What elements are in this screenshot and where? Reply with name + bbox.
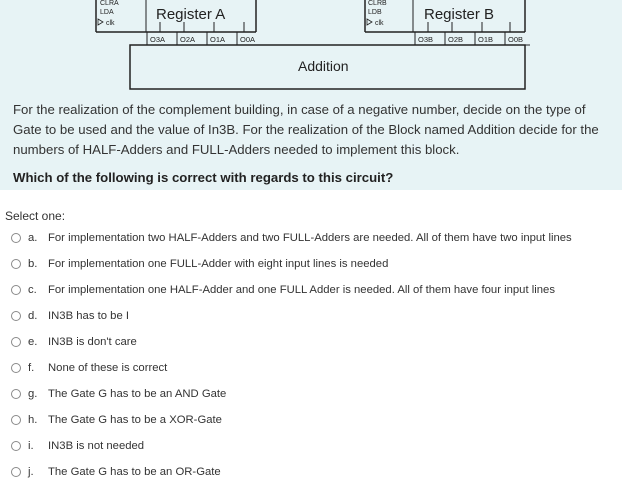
radio-button[interactable] bbox=[11, 285, 21, 295]
radio-button[interactable] bbox=[11, 363, 21, 373]
question-box bbox=[0, 0, 622, 190]
select-one-label: Select one: bbox=[5, 209, 66, 223]
answer-text[interactable]: None of these is correct bbox=[48, 362, 168, 374]
register-b-output: O0B bbox=[508, 35, 524, 44]
question-text: For the realization of the complement building, in case of a negative number, decide on the type of Gate to be used and the value of In3B. For the realization of the Block named Addition decide for the numbers of HALF-Adders and FULL-Adders needed to implement this block. bbox=[13, 102, 599, 157]
register-a-output: O3A bbox=[150, 35, 166, 44]
register-a-output: O2A bbox=[180, 35, 196, 44]
answer-text[interactable]: The Gate G has to be an AND Gate bbox=[48, 388, 227, 400]
answer-text[interactable]: IN3B has to be I bbox=[48, 310, 130, 322]
answer-text[interactable]: For implementation one FULL-Adder with eight input lines is needed bbox=[48, 258, 389, 270]
register-a-output: O1A bbox=[210, 35, 226, 44]
answer-text[interactable]: IN3B is not needed bbox=[48, 440, 145, 452]
answer-letter: f. bbox=[28, 362, 35, 374]
answer-letter: c. bbox=[28, 284, 37, 296]
answer-letter: j. bbox=[28, 466, 34, 478]
addition-block bbox=[130, 45, 525, 89]
register-a-output: O0A bbox=[240, 35, 256, 44]
register-b-control: clk bbox=[375, 20, 384, 27]
register-b-title: Register B bbox=[424, 6, 495, 23]
answer-text[interactable]: For implementation two HALF-Adders and two FULL-Adders are needed. All of them have two input lines bbox=[48, 232, 572, 244]
answer-text[interactable]: The Gate G has to be an OR-Gate bbox=[48, 466, 221, 478]
addition-label: Addition bbox=[298, 58, 349, 74]
circuit-diagram bbox=[0, 0, 622, 95]
register-b-output: O3B bbox=[418, 35, 434, 44]
answer-letter: b. bbox=[28, 258, 38, 270]
answer-letter: a. bbox=[28, 232, 38, 244]
answer-letter: g. bbox=[28, 388, 38, 400]
answer-text[interactable]: For implementation one HALF-Adder and one FULL Adder is needed. All of them have four input lines bbox=[48, 284, 555, 296]
register-b-output: O2B bbox=[448, 35, 464, 44]
answer-letter: h. bbox=[28, 414, 38, 426]
register-a bbox=[96, 0, 270, 45]
answer-letter: i. bbox=[28, 440, 34, 452]
radio-button[interactable] bbox=[11, 441, 21, 451]
answer-text[interactable]: IN3B is don't care bbox=[48, 336, 137, 348]
radio-button[interactable] bbox=[11, 259, 21, 269]
radio-button[interactable] bbox=[11, 467, 21, 477]
register-a-control: clk bbox=[106, 20, 115, 27]
register-b-control: LDB bbox=[368, 9, 382, 16]
answer-letter: d. bbox=[28, 310, 38, 322]
register-b-control: CLRB bbox=[368, 0, 387, 7]
register-b bbox=[365, 0, 530, 45]
radio-button[interactable] bbox=[11, 233, 21, 243]
register-a-title: Register A bbox=[156, 6, 226, 23]
answer-text[interactable]: The Gate G has to be a XOR-Gate bbox=[48, 414, 222, 426]
register-b-output: O1B bbox=[478, 35, 494, 44]
radio-button[interactable] bbox=[11, 337, 21, 347]
register-a-control: CLRA bbox=[100, 0, 119, 7]
radio-button[interactable] bbox=[11, 389, 21, 399]
radio-button[interactable] bbox=[11, 311, 21, 321]
answer-letter: e. bbox=[28, 336, 38, 348]
question-prompt: Which of the following is correct with regards to this circuit? bbox=[13, 170, 394, 185]
radio-button[interactable] bbox=[11, 415, 21, 425]
register-a-control: LDA bbox=[100, 9, 114, 16]
